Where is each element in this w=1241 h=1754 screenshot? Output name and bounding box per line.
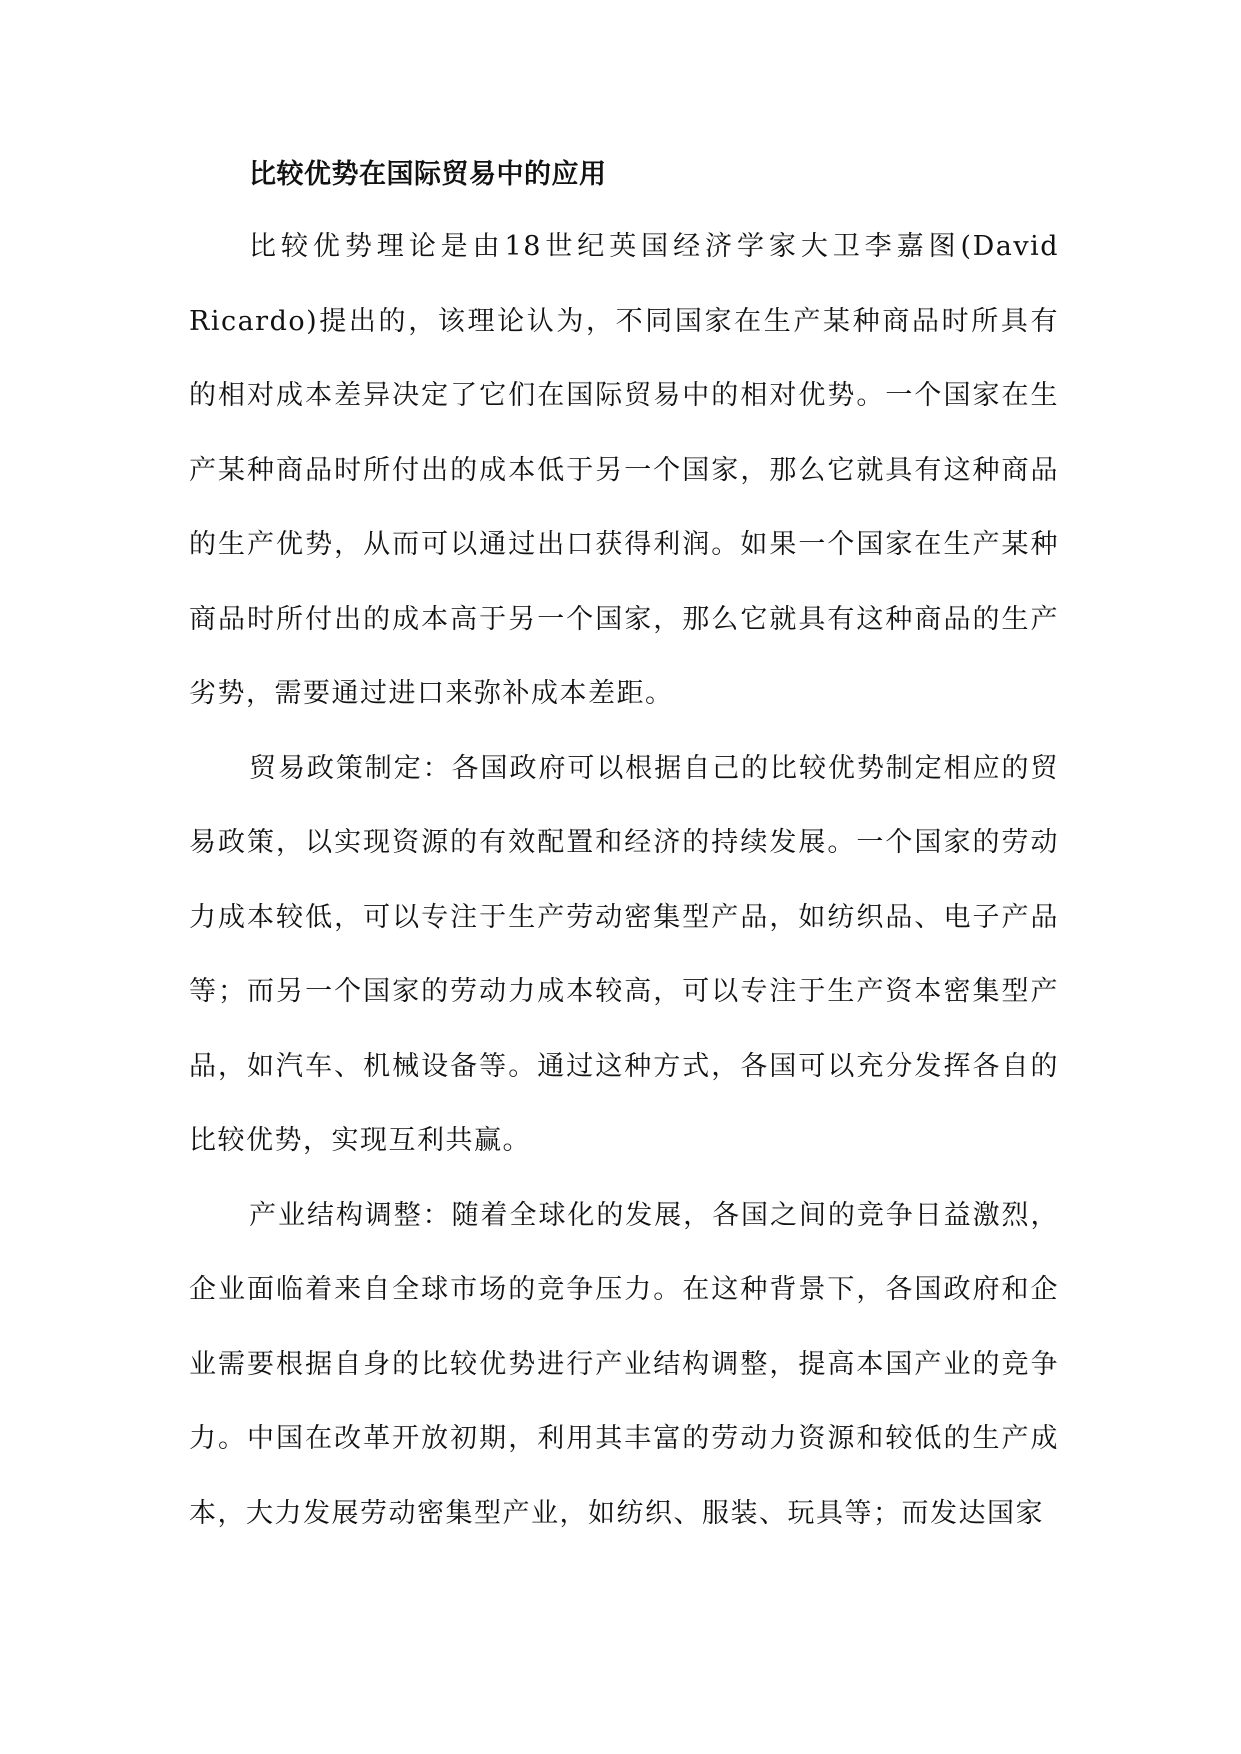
paragraph-industrial-structure: 产业结构调整：随着全球化的发展，各国之间的竞争日益激烈，企业面临着来自全球市场的竞争压力。在这种背景下，各国政府和企业需要根据自身的比较优势进行产业结构调整，提高本国产业的竞争力。中国在改革开放初期，利用其丰富的劳动力资源和较低的生产成本，大力发展劳动密集型产业，如纺织、服装、玩具等；而发达国家 [189,1199,1059,1529]
document-title: 比较优势在国际贸易中的应用 [249,159,607,190]
paragraph-ricardo-theory: 比较优势理论是由18世纪英国经济学家大卫李嘉图(David Ricardo)提出的，该理论认为，不同国家在生产某种商品时所具有的相对成本差异决定了它们在国际贸易中的相对优势。一个国家在生产某种商品时所付出的成本低于另一个国家，那么它就具有这种商品的生产优势，从而可以通过出口获得利润。如果一个国家在生产某种商品时所付出的成本高于另一个国家，那么它就具有这种商品的生产劣势，需要通过进口来弥补成本差距。 [189,231,1059,709]
paragraph-trade-policy: 贸易政策制定：各国政府可以根据自己的比较优势制定相应的贸易政策，以实现资源的有效配置和经济的持续发展。一个国家的劳动力成本较低，可以专注于生产劳动密集型产品，如纺织品、电子产品等；而另一个国家的劳动力成本较高，可以专注于生产资本密集型产品，如汽车、机械设备等。通过这种方式，各国可以充分发挥各自的比较优势，实现互利共赢。 [189,752,1059,1156]
document-body [189,140,1059,1551]
